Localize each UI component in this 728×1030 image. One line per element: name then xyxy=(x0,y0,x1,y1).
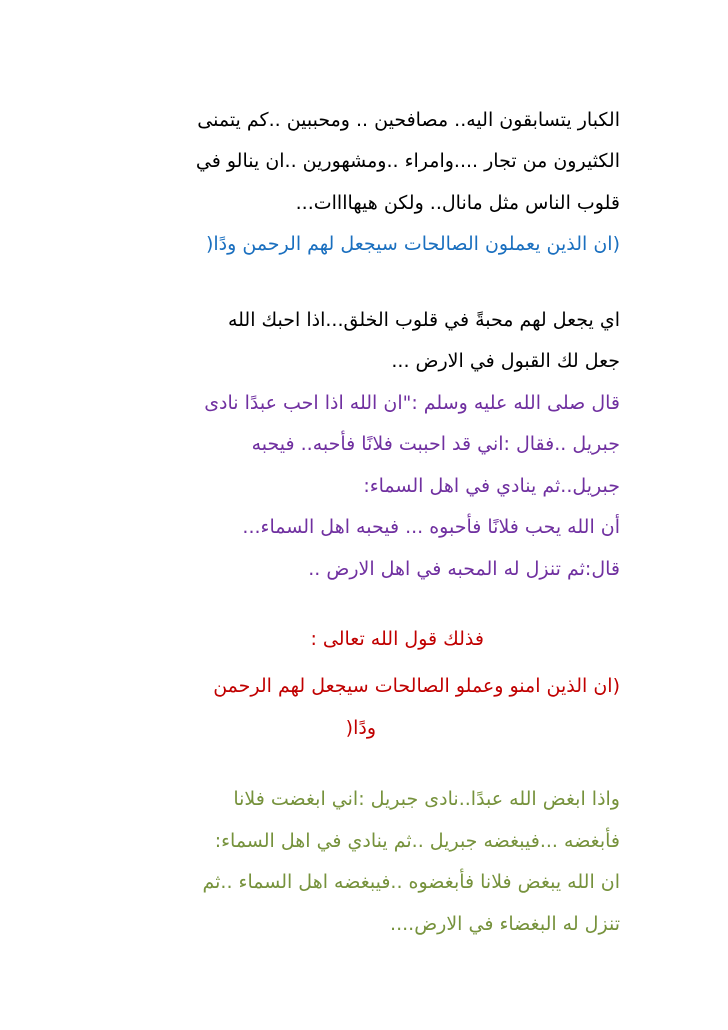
paragraph-2-line-1: اي يجعل لهم محبةً في قلوب الخلق...اذا احبك الله xyxy=(227,309,620,331)
hadith-2-line-1: واذا ابغض الله عبدًا..نادى جبريل :اني ابغضت فلانا xyxy=(233,788,620,810)
hadith-1-line-2: جبريل ..فقال :اني قد احببت فلانًا فأحبه.. فيحبه xyxy=(251,433,620,455)
hadith-2-line-2: فأبغضه ...فيبغضه جبريل ..ثم ينادي في اهل السماء: xyxy=(214,830,620,852)
paragraph-1-line-1: الكبار يتسابقون اليه.. مصافحين .. ومحببين ..كم يتمنى xyxy=(197,109,620,131)
hadith-1-line-4: أن الله يحب فلانًا فأحبوه ... فيحبه اهل السماء... xyxy=(242,516,620,538)
paragraph-1-line-3: قلوب الناس مثل مانال.. ولكن هيهاااات... xyxy=(295,192,620,214)
hadith-1-line-3: جبريل..ثم ينادي في اهل السماء: xyxy=(363,475,620,497)
paragraph-2-line-2: جعل لك القبول في الارض ... xyxy=(391,350,620,372)
verse-2-line-1: (ان الذين امنو وعملو الصالحات سيجعل لهم الرحمن xyxy=(213,675,620,697)
paragraph-1-line-2: الكثيرون من تجار ....وامراء ..ومشهورين ..ان ينالو في xyxy=(195,150,620,172)
hadith-1-line-5: قال:ثم تنزل له المحبه في اهل الارض .. xyxy=(308,558,620,580)
hadith-2-line-3: ان الله يبغض فلانا فأبغضوه ..فيبغضه اهل السماء ..ثم xyxy=(202,871,620,893)
verse-1: (ان الذين يعملون الصالحات سيجعل لهم الرحمن ودًا( xyxy=(205,233,620,255)
verse-2-line-2: ودًا( xyxy=(345,717,376,739)
verse-2-intro: فذلك قول الله تعالى : xyxy=(310,628,484,650)
hadith-1-line-1: قال صلى الله عليه وسلم :"ان الله اذا احب عبدًا نادى xyxy=(204,392,620,414)
hadith-2-line-4: تنزل له البغضاء في الارض.... xyxy=(390,913,620,935)
